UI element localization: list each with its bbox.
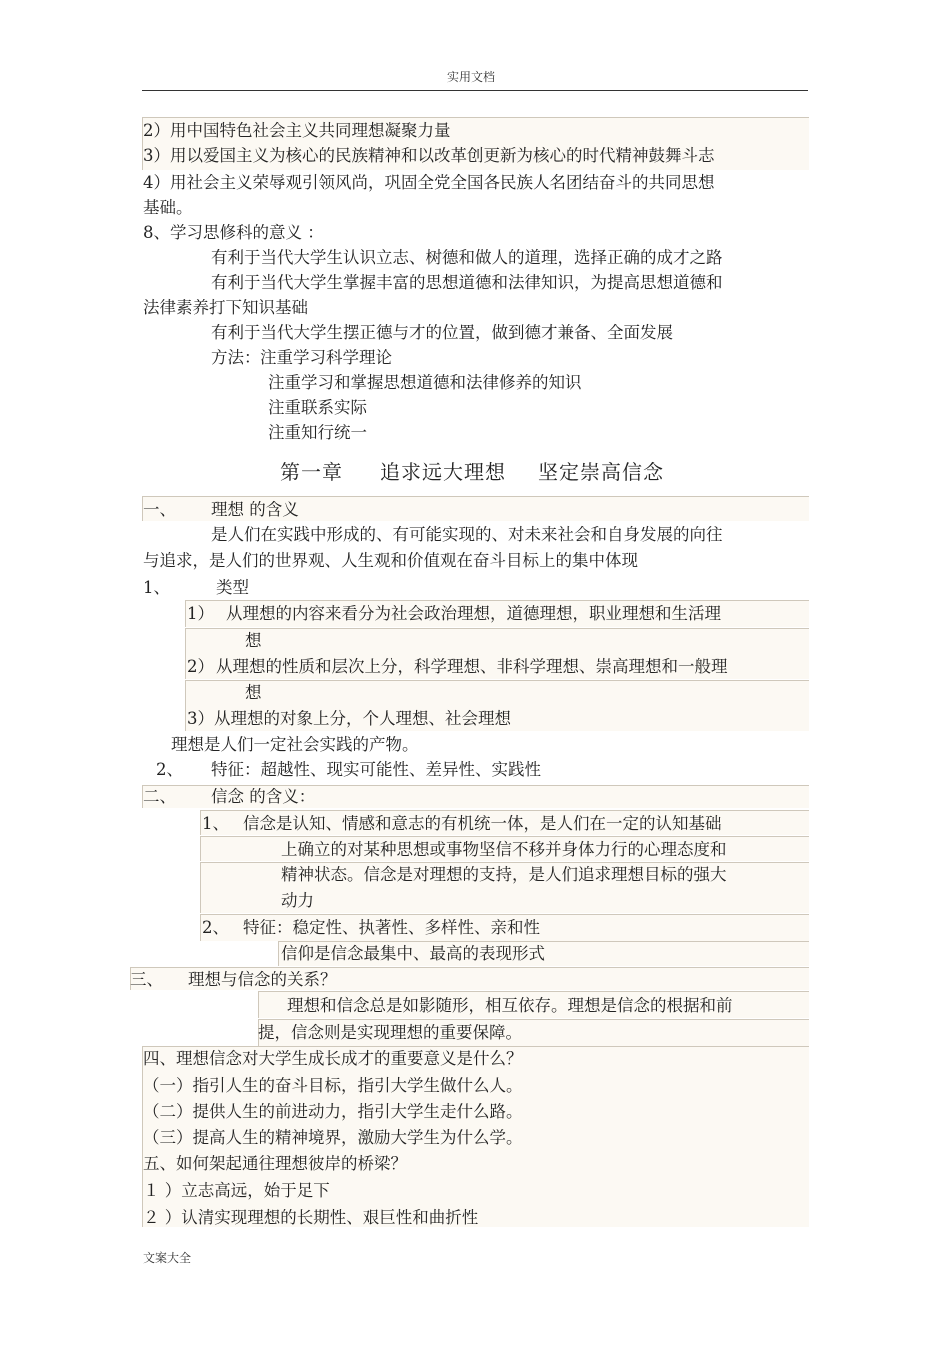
s8-point-2a: 有利于当代大学生掌握丰富的思想道德和法律知识，为提高思想道德和 xyxy=(211,273,723,292)
belief-def-b: 上确立的对某种思想或事物坚信不移并身体力行的心理态度和 xyxy=(281,840,727,859)
sec1-number: 一、 xyxy=(143,500,176,519)
belief-feature-number: 2、 xyxy=(202,918,229,937)
sec4-item-2: （二）提供人生的前进动力，指引大学生走什么路。 xyxy=(143,1102,523,1121)
sec1-definition-b: 与追求，是人们的世界观、人生观和价值观在奋斗目标上的集中体现 xyxy=(143,551,638,570)
belief-feature-text: 特征：稳定性、执著性、多样性、亲和性 xyxy=(243,918,540,937)
chapter-title-part-2: 坚定崇高信念 xyxy=(538,460,664,484)
sec5-item-2: ２ ）认清实现理想的长期性、艰巨性和曲折性 xyxy=(143,1208,479,1227)
intro-line-3: 3）用以爱国主义为核心的民族精神和以改革创更新为核心的时代精神鼓舞斗志 xyxy=(143,146,715,165)
sec1-title: 理想 的含义 xyxy=(211,500,299,519)
chapter-number: 第一章 xyxy=(280,460,343,484)
s8-method-4: 注重知行统一 xyxy=(268,423,367,442)
type-1-text-a: 从理想的内容来看分为社会政治理想，道德理想，职业理想和生活理 xyxy=(226,604,721,623)
s8-point-2b: 法律素养打下知识基础 xyxy=(143,298,308,317)
running-footer: 文案大全 xyxy=(143,1251,192,1265)
sec4-item-3: （三）提高人生的精神境界，激励大学生为什么学。 xyxy=(143,1128,523,1147)
running-header: 实用文档 xyxy=(447,70,496,84)
s8-method-label: 方法： xyxy=(211,348,261,367)
sec4-item-1: （一）指引人生的奋斗目标，指引大学生做什么人。 xyxy=(143,1076,523,1095)
sec1-types-title: 类型 xyxy=(216,578,249,597)
sec1-feature-text: 特征：超越性、现实可能性、差异性、实践性 xyxy=(211,760,541,779)
sec2-number: 二、 xyxy=(143,787,176,806)
section-8-heading: 8、学习思修科的意义 ： xyxy=(143,223,324,242)
chapter-title-part-1: 追求远大理想 xyxy=(380,460,506,484)
type-2-text-a: 从理想的性质和层次上分，科学理想、非科学理想、崇高理想和一般理 xyxy=(216,657,728,676)
relation-text-a: 理想和信念总是如影随形，相互依存。理想是信念的根据和前 xyxy=(287,996,733,1015)
sec4-heading: 四、理想信念对大学生成长成才的重要意义是什么？ xyxy=(143,1049,523,1068)
intro-line-4b: 基础。 xyxy=(143,198,193,217)
sec3-title: 理想与信念的关系？ xyxy=(188,970,337,989)
sec2-title: 信念 的含义： xyxy=(211,787,316,806)
belief-def-number: 1、 xyxy=(202,814,229,833)
sec5-heading: 五、如何架起通往理想彼岸的桥梁？ xyxy=(143,1154,407,1173)
type-2-number: 2） xyxy=(187,657,214,676)
type-1-text-b: 想 xyxy=(245,631,262,650)
s8-method-3: 注重联系实际 xyxy=(268,398,367,417)
s8-point-3: 有利于当代大学生摆正德与才的位置，做到德才兼备、全面发展 xyxy=(211,323,673,342)
type-1-number: 1） xyxy=(187,604,214,623)
s8-method-2: 注重学习和掌握思想道德和法律修养的知识 xyxy=(268,373,582,392)
header-rule xyxy=(142,90,808,91)
belief-def-a: 信念是认知、情感和意志的有机统一体，是人们在一定的认知基础 xyxy=(243,814,722,833)
sec5-item-1: １ ）立志高远，始于足下 xyxy=(143,1181,330,1200)
belief-def-c: 精神状态。信念是对理想的支持，是人们追求理想目标的强大 xyxy=(281,865,727,884)
sec1-definition-a: 是人们在实践中形成的、有可能实现的、对未来社会和自身发展的向往 xyxy=(211,525,723,544)
sec1-types-number: 1、 xyxy=(143,578,170,597)
relation-text-b: 提，信念则是实现理想的重要保障。 xyxy=(258,1023,522,1042)
belief-def-d: 动力 xyxy=(281,891,314,910)
faith-text: 信仰是信念最集中、最高的表现形式 xyxy=(281,944,545,963)
sec1-feature-number: 2、 xyxy=(156,760,183,779)
intro-line-2: 2）用中国特色社会主义共同理想凝聚力量 xyxy=(143,121,451,140)
s8-point-1: 有利于当代大学生认识立志、树德和做人的道理，选择正确的成才之路 xyxy=(211,248,723,267)
intro-line-4a: 4）用社会主义荣辱观引领风尚，巩固全党全国各民族人名团结奋斗的共同思想 xyxy=(143,173,715,192)
type-2-text-b: 想 xyxy=(245,683,262,702)
type-3-text: 3）从理想的对象上分，个人理想、社会理想 xyxy=(187,709,511,728)
ideal-origin: 理想是人们一定社会实践的产物。 xyxy=(171,735,419,754)
s8-method-1: 注重学习科学理论 xyxy=(260,348,392,367)
sec3-number: 三、 xyxy=(130,970,163,989)
